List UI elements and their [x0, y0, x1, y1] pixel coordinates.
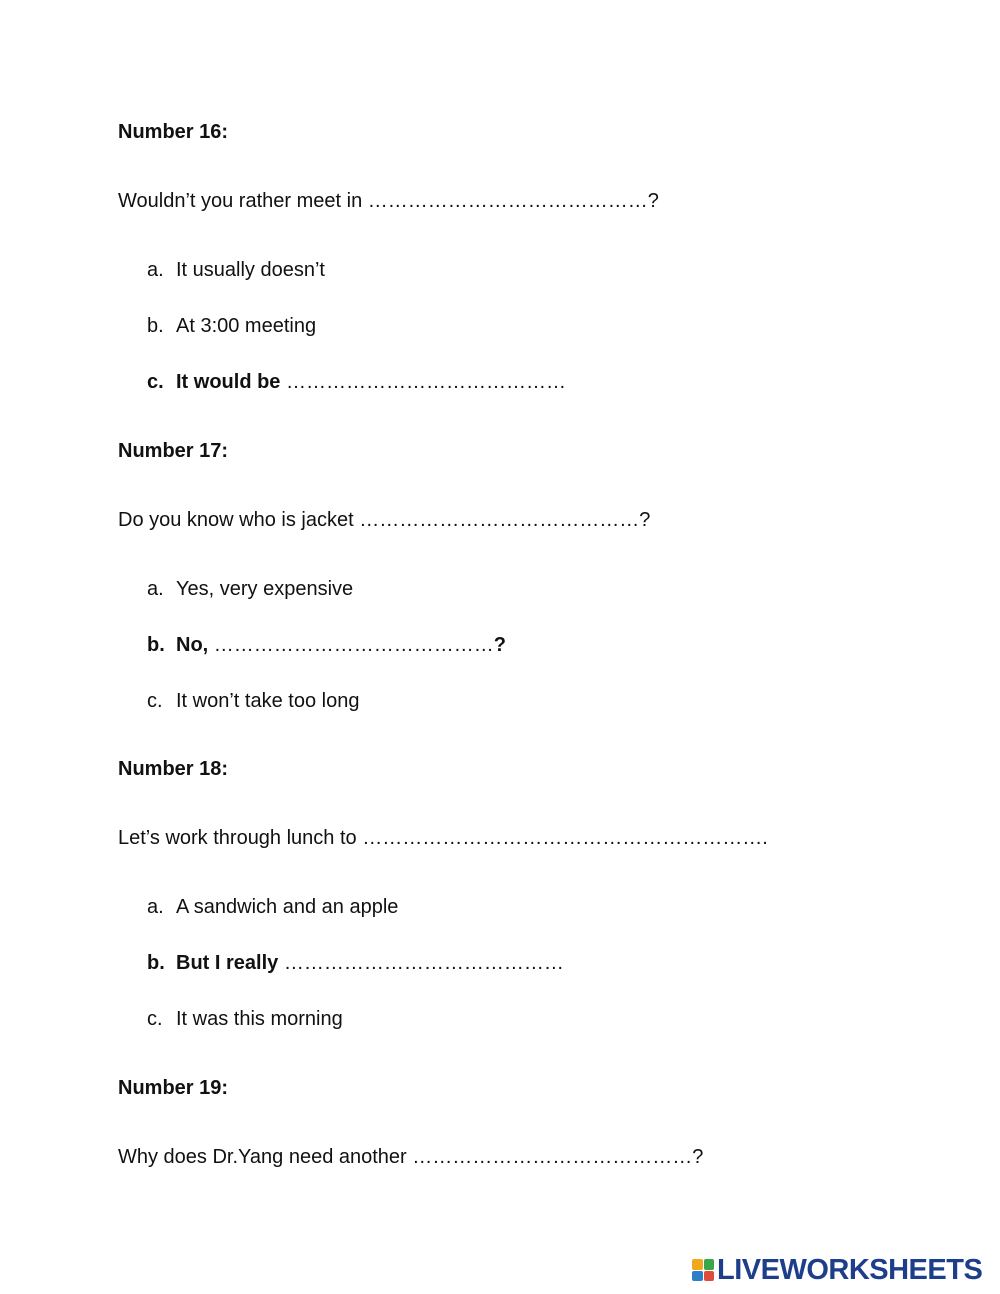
question-16-heading: Number 16: — [118, 121, 229, 143]
question-19-heading: Number 19: — [118, 1077, 229, 1099]
option-letter: a. — [147, 896, 164, 918]
question-16-option-c — [147, 370, 566, 394]
liveworksheets-logo — [692, 1253, 982, 1287]
logo-text: LIVEWORKSHEETS — [717, 1253, 983, 1286]
question-18-option-b — [147, 951, 564, 975]
question-19-prompt: Why does Dr.Yang need another ……………………………………? — [118, 1146, 704, 1168]
question-17-heading: Number 17: — [118, 440, 229, 462]
option-letter: c. — [147, 371, 164, 393]
question-17-option-b — [147, 633, 506, 657]
question-18-option-a — [147, 895, 398, 919]
question-17-option-c — [147, 689, 359, 713]
option-text: A sandwich and an apple — [176, 896, 399, 918]
option-letter: c. — [147, 1008, 163, 1030]
question-16-prompt: Wouldn’t you rather meet in ……………………………………? — [118, 190, 659, 212]
option-text: It was this morning — [176, 1008, 343, 1030]
question-18-heading: Number 18: — [118, 758, 229, 780]
answer-blank: …………………………………… — [208, 634, 494, 656]
question-18-prompt: Let’s work through lunch to ……………………………………………………. — [118, 827, 768, 849]
option-text: It usually doesn’t — [176, 259, 325, 281]
question-18-option-c — [147, 1007, 343, 1031]
option-letter: a. — [147, 578, 164, 600]
option-letter: a. — [147, 259, 164, 281]
option-letter: b. — [147, 952, 165, 974]
answer-blank: …………………………………… — [278, 952, 564, 974]
option-text: It would be — [176, 371, 281, 393]
question-16-option-b — [147, 314, 316, 338]
question-16-option-a — [147, 258, 325, 282]
option-letter: c. — [147, 690, 163, 712]
question-mark: ? — [493, 634, 506, 656]
question-17-option-a — [147, 577, 353, 601]
question-17-prompt: Do you know who is jacket ……………………………………? — [118, 509, 651, 531]
option-text: It won’t take too long — [176, 690, 360, 712]
option-text: Yes, very expensive — [176, 578, 354, 600]
answer-blank: …………………………………… — [280, 371, 566, 393]
option-text: No, — [176, 634, 209, 656]
liveworksheets-logo-icon — [692, 1259, 714, 1281]
option-text: But I really — [176, 952, 279, 974]
option-letter: b. — [147, 634, 165, 656]
option-letter: b. — [147, 315, 164, 337]
option-text: At 3:00 meeting — [176, 315, 317, 337]
